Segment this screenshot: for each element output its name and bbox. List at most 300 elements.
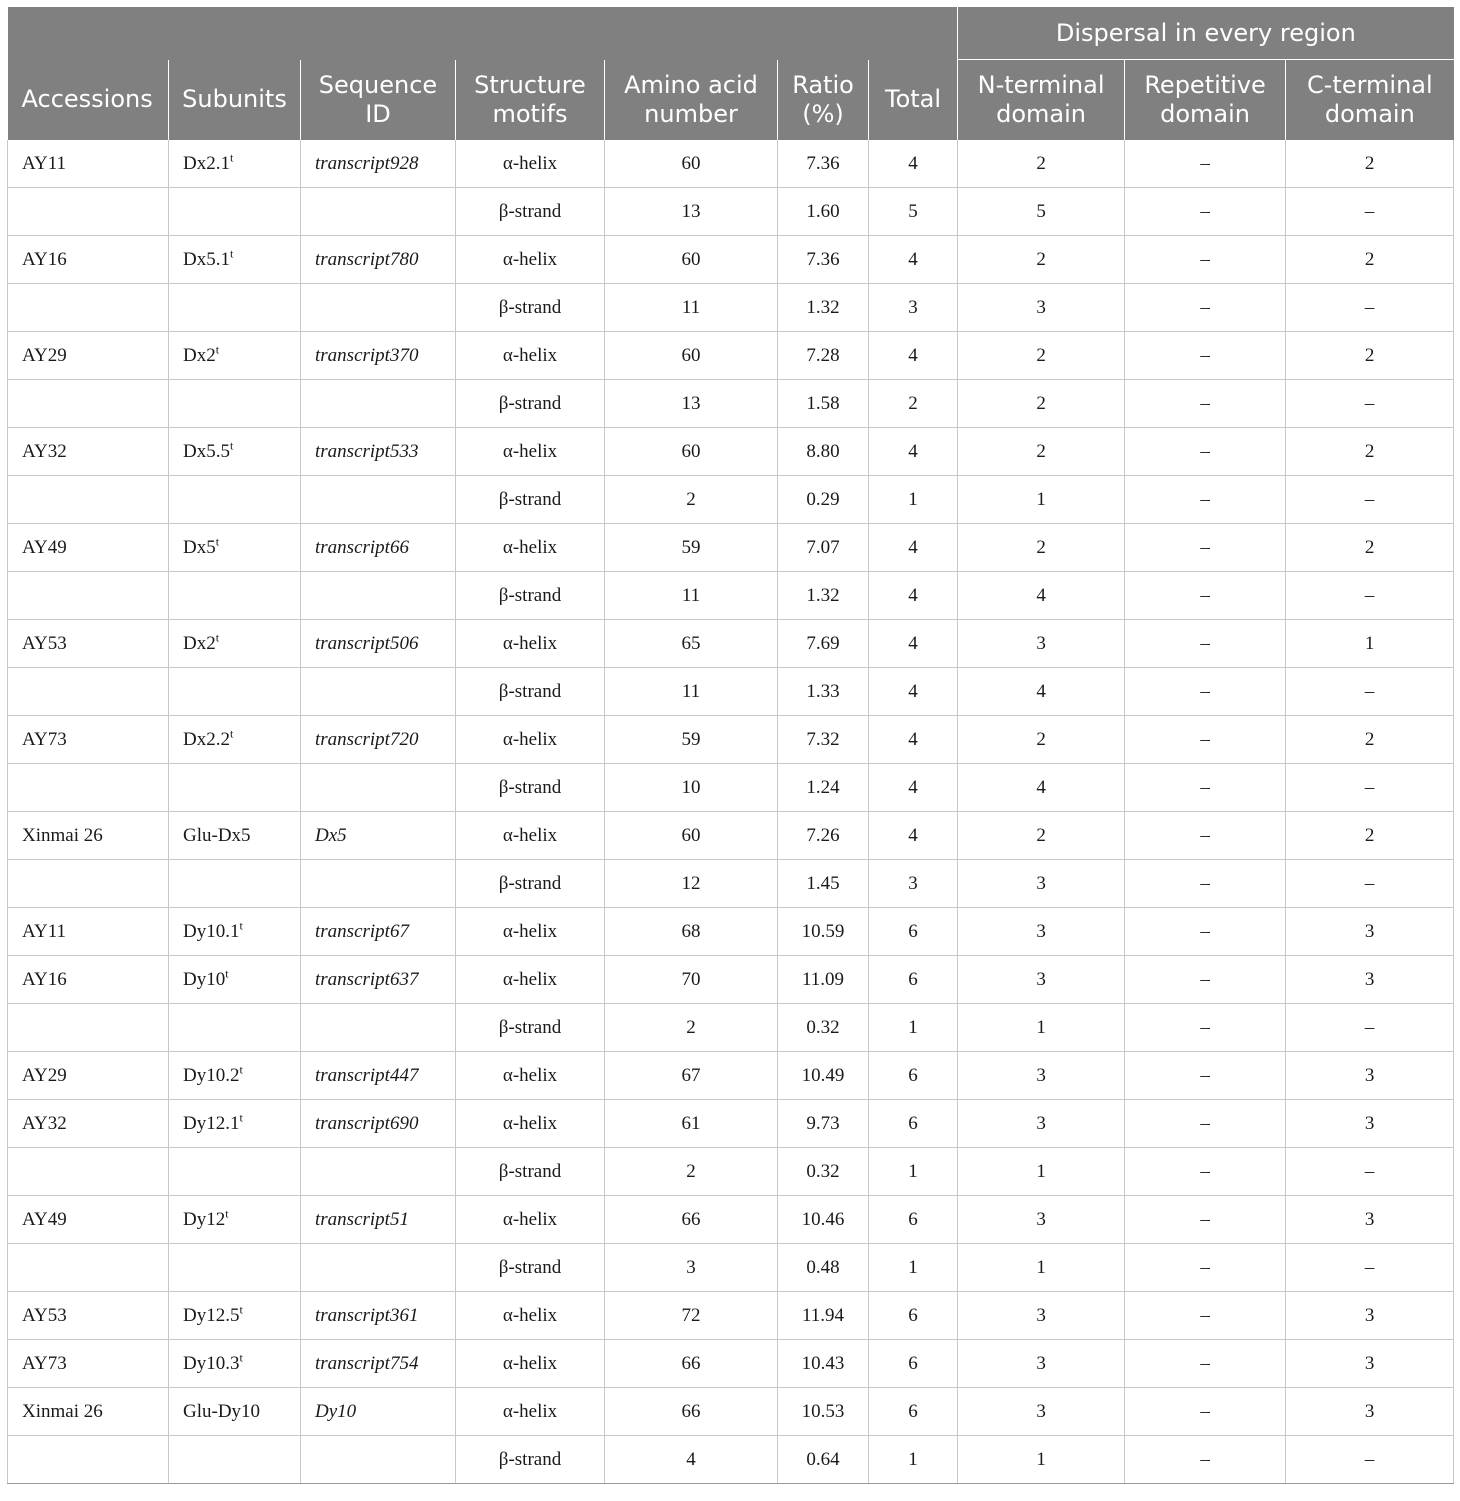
cell-ratio-text: 1.60 [806, 200, 840, 222]
cell-total [869, 284, 958, 332]
cell-amino-acid-number-text: 72 [681, 1304, 701, 1326]
cell-subunit [169, 668, 301, 716]
cell-structure-motif-text: β-strand [498, 488, 562, 510]
cell-structure-motif [456, 1436, 605, 1484]
cell-sequence-id-text: transcript637 [315, 968, 419, 990]
cell-c-terminal-text: 3 [1364, 1304, 1375, 1326]
cell-total-text: 4 [908, 344, 918, 366]
cell-n-terminal [958, 956, 1125, 1004]
subunit-superscript: t [225, 966, 229, 981]
cell-total-text: 4 [908, 440, 918, 462]
table-row [8, 236, 1454, 284]
cell-accession-text: AY53 [22, 632, 67, 654]
cell-amino-acid-number-text: 68 [681, 920, 701, 942]
cell-amino-acid-number-text: 66 [681, 1352, 701, 1374]
cell-structure-motif [456, 524, 605, 572]
cell-repetitive-text: – [1200, 536, 1210, 558]
cell-c-terminal [1286, 1340, 1454, 1388]
cell-c-terminal-text: 2 [1364, 152, 1375, 174]
cell-amino-acid-number-text: 60 [681, 440, 701, 462]
cell-total-text: 1 [908, 1448, 918, 1470]
cell-accession-text: AY53 [22, 1304, 67, 1326]
cell-ratio-text: 11.09 [801, 968, 845, 990]
cell-repetitive [1125, 1292, 1286, 1340]
cell-repetitive-text: – [1200, 152, 1210, 174]
cell-subunit [169, 1340, 301, 1388]
cell-repetitive [1125, 812, 1286, 860]
cell-amino-acid-number-text: 70 [681, 968, 701, 990]
cell-amino-acid-number-text: 10 [681, 776, 701, 798]
cell-amino-acid-number-text: 60 [681, 152, 701, 174]
cell-accession-text: AY32 [22, 1112, 67, 1134]
cell-repetitive [1125, 764, 1286, 812]
cell-amino-acid-number-text: 61 [681, 1112, 701, 1134]
table-row [8, 860, 1454, 908]
cell-repetitive-text: – [1200, 872, 1210, 894]
cell-n-terminal [958, 284, 1125, 332]
cell-ratio [778, 1196, 869, 1244]
cell-n-terminal-text: 3 [1036, 1400, 1046, 1422]
table-row [8, 524, 1454, 572]
cell-c-terminal-text: – [1364, 488, 1375, 510]
cell-structure-motif-text: β-strand [498, 1448, 562, 1470]
cell-total-text: 4 [908, 632, 918, 654]
cell-n-terminal [958, 1052, 1125, 1100]
cell-repetitive-text: – [1200, 680, 1210, 702]
cell-subunit-text: Dy10.2 [183, 1064, 240, 1086]
cell-subunit [169, 908, 301, 956]
header-spacer [8, 7, 958, 60]
cell-subunit [169, 620, 301, 668]
cell-c-terminal [1286, 1244, 1454, 1292]
cell-subunit-text: Dy10 [183, 968, 226, 990]
secondary-structure-table [7, 7, 1454, 1484]
cell-ratio [778, 1388, 869, 1436]
cell-total-text: 4 [908, 680, 918, 702]
cell-c-terminal [1286, 428, 1454, 476]
cell-total [869, 1148, 958, 1196]
subunit-superscript: t [239, 1302, 243, 1317]
cell-accession [8, 668, 169, 716]
cell-sequence-id [301, 1292, 456, 1340]
cell-n-terminal [958, 908, 1125, 956]
cell-repetitive-text: – [1200, 440, 1210, 462]
cell-structure-motif-text: β-strand [498, 1016, 562, 1038]
cell-n-terminal-text: 3 [1036, 1064, 1046, 1086]
cell-structure-motif-text: β-strand [498, 776, 562, 798]
cell-repetitive-text: – [1200, 392, 1210, 414]
cell-repetitive-text: – [1200, 1208, 1210, 1230]
cell-ratio-text: 7.36 [806, 152, 840, 174]
cell-ratio-text: 11.94 [801, 1304, 845, 1326]
cell-n-terminal-text: 1 [1036, 1016, 1046, 1038]
cell-amino-acid-number-text: 2 [686, 1016, 696, 1038]
cell-ratio-text: 10.53 [801, 1400, 845, 1422]
cell-repetitive [1125, 476, 1286, 524]
cell-c-terminal-text: 2 [1364, 344, 1375, 366]
cell-accession-text: AY73 [22, 728, 67, 750]
cell-n-terminal-text: 2 [1036, 392, 1046, 414]
cell-total [869, 620, 958, 668]
cell-repetitive [1125, 380, 1286, 428]
cell-c-terminal [1286, 956, 1454, 1004]
cell-repetitive-text: – [1200, 1064, 1210, 1086]
cell-c-terminal [1286, 140, 1454, 188]
cell-structure-motif [456, 1292, 605, 1340]
cell-total [869, 1340, 958, 1388]
cell-repetitive-text: – [1200, 296, 1210, 318]
cell-n-terminal [958, 188, 1125, 236]
cell-amino-acid-number [605, 1436, 778, 1484]
cell-repetitive [1125, 908, 1286, 956]
cell-c-terminal [1286, 1292, 1454, 1340]
cell-amino-acid-number-text: 66 [681, 1400, 701, 1422]
cell-n-terminal [958, 1292, 1125, 1340]
cell-ratio [778, 1052, 869, 1100]
table-row [8, 1052, 1454, 1100]
cell-sequence-id [301, 716, 456, 764]
cell-n-terminal-text: 1 [1036, 1256, 1046, 1278]
cell-repetitive-text: – [1200, 1016, 1210, 1038]
cell-c-terminal [1286, 1004, 1454, 1052]
cell-accession [8, 908, 169, 956]
cell-n-terminal [958, 1244, 1125, 1292]
column-header-structure-motifs: Structure motifs [456, 60, 605, 141]
cell-sequence-id-text: transcript447 [315, 1064, 419, 1086]
cell-accession [8, 764, 169, 812]
cell-n-terminal-text: 1 [1036, 1448, 1046, 1470]
cell-c-terminal [1286, 380, 1454, 428]
cell-total [869, 572, 958, 620]
cell-amino-acid-number [605, 332, 778, 380]
cell-c-terminal-text: – [1364, 680, 1375, 702]
cell-c-terminal [1286, 716, 1454, 764]
table-row [8, 1148, 1454, 1196]
cell-n-terminal-text: 4 [1036, 776, 1046, 798]
cell-ratio-text: 0.48 [806, 1256, 840, 1278]
cell-ratio [778, 572, 869, 620]
cell-c-terminal [1286, 1436, 1454, 1484]
cell-structure-motif-text: β-strand [498, 392, 562, 414]
cell-repetitive-text: – [1200, 824, 1210, 846]
subunit-superscript: t [239, 1110, 243, 1125]
cell-repetitive-text: – [1200, 1400, 1210, 1422]
cell-sequence-id-text: transcript66 [315, 536, 409, 558]
cell-subunit-text: Dy10.1 [183, 920, 240, 942]
table-row [8, 1100, 1454, 1148]
cell-c-terminal-text: – [1364, 872, 1375, 894]
cell-subunit [169, 1100, 301, 1148]
cell-total-text: 4 [908, 776, 918, 798]
cell-total [869, 188, 958, 236]
table-body [8, 140, 1454, 1484]
cell-n-terminal [958, 332, 1125, 380]
table-row [8, 1244, 1454, 1292]
cell-structure-motif [456, 956, 605, 1004]
cell-ratio [778, 1436, 869, 1484]
cell-accession [8, 380, 169, 428]
cell-ratio-text: 7.32 [806, 728, 840, 750]
cell-amino-acid-number [605, 140, 778, 188]
cell-sequence-id [301, 1100, 456, 1148]
cell-structure-motif [456, 764, 605, 812]
cell-total-text: 4 [908, 824, 918, 846]
cell-accession [8, 1100, 169, 1148]
cell-subunit [169, 1436, 301, 1484]
cell-c-terminal-text: 2 [1364, 248, 1375, 270]
cell-subunit-text: Dx5.1 [183, 248, 230, 270]
cell-sequence-id [301, 380, 456, 428]
cell-subunit-text: Dx5 [183, 536, 216, 558]
cell-subunit [169, 1196, 301, 1244]
cell-c-terminal-text: 2 [1364, 728, 1375, 750]
header-row-columns [8, 60, 1454, 141]
cell-repetitive-text: – [1200, 968, 1210, 990]
table-container [7, 7, 1453, 1484]
cell-n-terminal [958, 620, 1125, 668]
cell-amino-acid-number-text: 59 [681, 536, 701, 558]
subunit-superscript: t [229, 438, 234, 453]
cell-c-terminal-text: – [1364, 776, 1375, 798]
cell-n-terminal [958, 524, 1125, 572]
cell-accession [8, 1148, 169, 1196]
cell-subunit [169, 380, 301, 428]
cell-total [869, 1388, 958, 1436]
cell-subunit-text: Dx5.5 [183, 440, 230, 462]
cell-accession-text: AY16 [22, 248, 67, 270]
cell-total-text: 3 [908, 296, 918, 318]
subunit-superscript: t [229, 150, 234, 165]
cell-c-terminal-text: 3 [1364, 1112, 1375, 1134]
cell-structure-motif [456, 1148, 605, 1196]
cell-repetitive-text: – [1200, 248, 1210, 270]
cell-repetitive-text: – [1200, 728, 1210, 750]
cell-repetitive [1125, 860, 1286, 908]
cell-c-terminal-text: 3 [1364, 1064, 1375, 1086]
cell-amino-acid-number [605, 1388, 778, 1436]
cell-c-terminal [1286, 860, 1454, 908]
cell-c-terminal-text: – [1364, 200, 1375, 222]
cell-sequence-id [301, 188, 456, 236]
cell-c-terminal-text: – [1364, 584, 1375, 606]
cell-accession [8, 572, 169, 620]
cell-accession [8, 428, 169, 476]
cell-structure-motif [456, 476, 605, 524]
cell-structure-motif [456, 1196, 605, 1244]
cell-accession-text: AY32 [22, 440, 67, 462]
cell-n-terminal-text: 4 [1036, 584, 1046, 606]
cell-ratio-text: 1.45 [806, 872, 840, 894]
cell-sequence-id [301, 1052, 456, 1100]
cell-sequence-id-text: transcript67 [315, 920, 409, 942]
cell-ratio [778, 1004, 869, 1052]
cell-repetitive [1125, 1388, 1286, 1436]
cell-total [869, 1244, 958, 1292]
cell-sequence-id-text: Dx5 [315, 824, 347, 846]
cell-ratio [778, 332, 869, 380]
cell-sequence-id [301, 764, 456, 812]
cell-amino-acid-number-text: 60 [681, 344, 701, 366]
subunit-superscript: t [225, 1206, 229, 1221]
cell-structure-motif [456, 332, 605, 380]
cell-repetitive [1125, 140, 1286, 188]
cell-n-terminal-text: 2 [1036, 728, 1046, 750]
cell-accession-text: AY49 [22, 1208, 67, 1230]
cell-subunit-text: Dx2.2 [183, 728, 230, 750]
cell-ratio [778, 236, 869, 284]
cell-amino-acid-number [605, 1004, 778, 1052]
cell-total-text: 1 [908, 1016, 918, 1038]
cell-repetitive [1125, 428, 1286, 476]
cell-structure-motif [456, 620, 605, 668]
cell-ratio [778, 284, 869, 332]
cell-subunit [169, 284, 301, 332]
cell-c-terminal [1286, 332, 1454, 380]
cell-ratio-text: 10.43 [801, 1352, 845, 1374]
cell-repetitive [1125, 188, 1286, 236]
cell-repetitive [1125, 1004, 1286, 1052]
cell-structure-motif-text: α-helix [502, 728, 558, 750]
cell-sequence-id-text: Dy10 [315, 1400, 357, 1422]
cell-structure-motif-text: α-helix [502, 968, 558, 990]
table-row [8, 764, 1454, 812]
cell-subunit [169, 572, 301, 620]
cell-total [869, 476, 958, 524]
cell-structure-motif-text: β-strand [498, 680, 562, 702]
cell-c-terminal-text: – [1364, 1160, 1375, 1182]
subunit-superscript: t [229, 246, 234, 261]
cell-structure-motif-text: α-helix [502, 1208, 558, 1230]
cell-repetitive [1125, 1052, 1286, 1100]
cell-structure-motif [456, 428, 605, 476]
cell-sequence-id-text: transcript720 [315, 728, 419, 750]
cell-accession-text: AY11 [22, 920, 66, 942]
cell-n-terminal [958, 1148, 1125, 1196]
cell-repetitive [1125, 332, 1286, 380]
cell-structure-motif [456, 716, 605, 764]
cell-structure-motif [456, 1100, 605, 1148]
cell-subunit-text: Dx2 [183, 344, 216, 366]
cell-total [869, 380, 958, 428]
cell-c-terminal [1286, 812, 1454, 860]
cell-sequence-id [301, 332, 456, 380]
cell-sequence-id [301, 1196, 456, 1244]
cell-accession-text: Xinmai 26 [22, 824, 103, 846]
cell-accession-text: Xinmai 26 [22, 1400, 103, 1422]
cell-repetitive [1125, 1100, 1286, 1148]
subunit-superscript: t [215, 534, 220, 549]
column-header-sequence-id: Sequence ID [301, 60, 456, 141]
cell-n-terminal-text: 3 [1036, 1112, 1046, 1134]
cell-n-terminal-text: 3 [1036, 968, 1046, 990]
cell-subunit [169, 1388, 301, 1436]
cell-ratio [778, 1148, 869, 1196]
cell-repetitive-text: – [1200, 200, 1210, 222]
cell-ratio [778, 908, 869, 956]
cell-ratio [778, 380, 869, 428]
cell-n-terminal-text: 3 [1036, 1352, 1046, 1374]
subunit-superscript: t [239, 1350, 243, 1365]
cell-total [869, 524, 958, 572]
table-row [8, 1196, 1454, 1244]
cell-structure-motif-text: α-helix [502, 824, 558, 846]
cell-repetitive-text: – [1200, 488, 1210, 510]
cell-total-text: 6 [908, 1112, 918, 1134]
cell-total [869, 956, 958, 1004]
cell-structure-motif [456, 860, 605, 908]
cell-repetitive [1125, 284, 1286, 332]
cell-repetitive-text: – [1200, 1112, 1210, 1134]
cell-amino-acid-number-text: 60 [681, 248, 701, 270]
cell-structure-motif-text: α-helix [502, 1352, 558, 1374]
cell-subunit-text: Dy12.5 [183, 1304, 240, 1326]
cell-accession [8, 140, 169, 188]
table-row [8, 1388, 1454, 1436]
cell-subunit [169, 956, 301, 1004]
cell-ratio-text: 1.33 [806, 680, 840, 702]
cell-subunit [169, 188, 301, 236]
cell-repetitive [1125, 1148, 1286, 1196]
header-row-group [8, 7, 1454, 60]
cell-accession [8, 1388, 169, 1436]
cell-structure-motif [456, 668, 605, 716]
cell-n-terminal-text: 2 [1036, 440, 1046, 462]
cell-structure-motif [456, 1052, 605, 1100]
cell-ratio-text: 7.26 [806, 824, 840, 846]
cell-n-terminal [958, 236, 1125, 284]
cell-c-terminal-text: 3 [1364, 1208, 1375, 1230]
cell-amino-acid-number [605, 1100, 778, 1148]
column-header-accessions: Accessions [8, 60, 169, 141]
cell-accession [8, 236, 169, 284]
cell-structure-motif [456, 572, 605, 620]
cell-repetitive-text: – [1200, 776, 1210, 798]
cell-ratio-text: 7.28 [806, 344, 840, 366]
cell-accession [8, 860, 169, 908]
cell-subunit [169, 812, 301, 860]
cell-amino-acid-number [605, 620, 778, 668]
cell-sequence-id [301, 476, 456, 524]
subunit-superscript: t [215, 630, 220, 645]
cell-amino-acid-number-text: 59 [681, 728, 701, 750]
cell-accession [8, 956, 169, 1004]
cell-total [869, 812, 958, 860]
cell-sequence-id [301, 284, 456, 332]
cell-ratio-text: 7.07 [806, 536, 840, 558]
cell-sequence-id [301, 812, 456, 860]
cell-sequence-id-text: transcript754 [315, 1352, 419, 1374]
cell-amino-acid-number-text: 13 [681, 392, 701, 414]
cell-c-terminal-text: 3 [1364, 920, 1375, 942]
cell-c-terminal [1286, 1388, 1454, 1436]
cell-n-terminal-text: 3 [1036, 1304, 1046, 1326]
cell-repetitive-text: – [1200, 1304, 1210, 1326]
cell-total [869, 140, 958, 188]
cell-c-terminal [1286, 1100, 1454, 1148]
cell-structure-motif [456, 1004, 605, 1052]
cell-n-terminal-text: 3 [1036, 1208, 1046, 1230]
cell-repetitive-text: – [1200, 632, 1210, 654]
cell-n-terminal-text: 2 [1036, 248, 1046, 270]
cell-structure-motif-text: α-helix [502, 152, 558, 174]
cell-repetitive [1125, 524, 1286, 572]
cell-total-text: 1 [908, 1160, 918, 1182]
cell-subunit [169, 1244, 301, 1292]
cell-amino-acid-number [605, 812, 778, 860]
cell-c-terminal [1286, 668, 1454, 716]
cell-total-text: 6 [908, 1064, 918, 1086]
cell-total [869, 860, 958, 908]
